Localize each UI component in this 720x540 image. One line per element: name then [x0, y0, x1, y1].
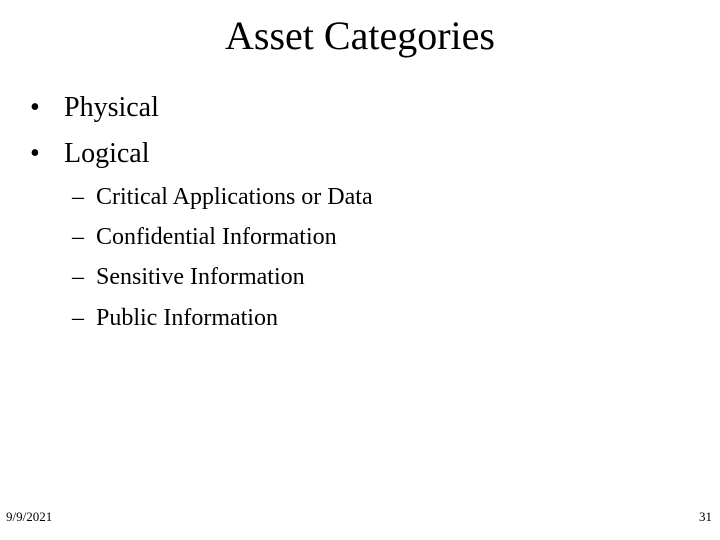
sub-item-text: Confidential Information: [96, 224, 337, 250]
sub-item-text: Critical Applications or Data: [96, 184, 373, 210]
sub-item-public-information: [72, 303, 278, 333]
sub-item-critical-applications: [72, 182, 373, 212]
bullet-text: Physical: [64, 92, 159, 123]
bullet-marker: •: [30, 138, 40, 169]
slide-number: 31: [699, 509, 712, 524]
bullet-text: Logical: [64, 138, 150, 169]
sub-item-sensitive-information: [72, 262, 305, 292]
sub-item-confidential-information: [72, 222, 337, 252]
dash-marker: –: [72, 184, 84, 210]
bullet-marker: •: [30, 92, 40, 123]
footer-date: 9/9/2021: [6, 509, 53, 524]
dash-marker: –: [72, 224, 84, 250]
slide-title: Asset Categories: [225, 13, 495, 58]
bullet-item-logical: [30, 137, 150, 171]
sub-item-text: Public Information: [96, 305, 278, 331]
bullet-item-physical: [30, 91, 159, 125]
sub-item-text: Sensitive Information: [96, 264, 305, 290]
dash-marker: –: [72, 305, 84, 331]
dash-marker: –: [72, 264, 84, 290]
